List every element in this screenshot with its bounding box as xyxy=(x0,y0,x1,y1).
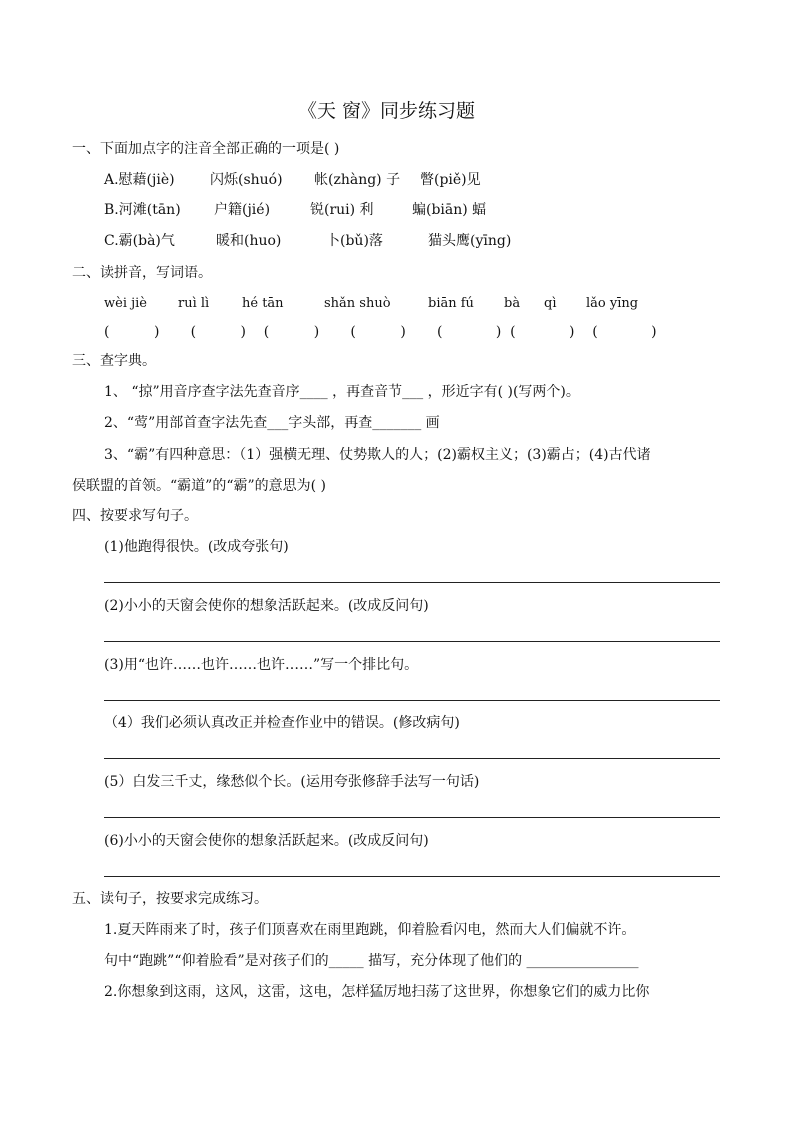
option-a-3: 帐(zhàng) 子 xyxy=(314,172,401,188)
option-b-4: 蝙(biān) 蝠 xyxy=(412,202,487,218)
section-4-heading: 四、按要求写句子。 xyxy=(72,508,198,524)
section-3-heading: 三、查字典。 xyxy=(72,353,156,369)
rewrite-item-5: (5）白发三千丈，缘愁似个长。(运用夸张修辞手法写一句话) xyxy=(104,774,480,790)
pinyin-7: qì xyxy=(544,296,557,311)
rewrite-item-3: (3)用“也许……也许……也许……”写一个排比句。 xyxy=(104,657,419,673)
answer-line-2 xyxy=(104,641,720,642)
answer-line-6 xyxy=(104,876,720,877)
section-1-heading: 一、下面加点字的注音全部正确的一项是( ) xyxy=(72,141,340,157)
pinyin-6: bà xyxy=(504,296,521,311)
pinyin-1: wèi jiè xyxy=(104,296,147,311)
dict-question-3-line-1: 3、“霸”有四种意思：（1）强横无理、仗势欺人的人；(2)霸权主义；(3)霸占；(4)古代诸 xyxy=(104,447,651,463)
reading-question-2: 2.你想象到这雨，这风，这雷，这电，怎样猛厉地扫荡了这世界，你想象它们的威力比你 xyxy=(104,984,650,1000)
answer-line-4 xyxy=(104,758,720,759)
option-c-3: 卜(bǔ)落 xyxy=(326,233,383,249)
rewrite-item-2: (2)小小的天窗会使你的想象活跃起来。(改成反问句) xyxy=(104,598,429,614)
dict-question-1: 1、 “掠”用音序查字法先查音序____ ，再查音节___ ，形近字有( )(写两个)。 xyxy=(104,384,580,400)
pinyin-2: ruì lì xyxy=(178,296,210,311)
option-c-4: 猫头鹰(yīng) xyxy=(428,233,512,249)
option-a-2: 闪烁(shuó) xyxy=(210,172,283,188)
page-title: 《天 窗》同步练习题 xyxy=(298,100,476,122)
rewrite-item-1: (1)他跑得很快。(改成夸张句) xyxy=(104,539,289,555)
option-c-1: C.霸(bà)气 xyxy=(104,233,175,249)
reading-question-1-sub: 句中“跑跳”“仰着脸看”是对孩子们的_____ 描写，充分体现了他们的 ________________ xyxy=(104,953,639,969)
answer-line-1 xyxy=(104,582,720,583)
pinyin-8: lǎo yīng xyxy=(586,296,639,311)
reading-question-1: 1.夏天阵雨来了时，孩子们顶喜欢在雨里跑跳，仰着脸看闪电，然而大人们偏就不许。 xyxy=(104,922,636,938)
option-b-3: 锐(rui) 利 xyxy=(310,202,374,218)
pinyin-3: hé tān xyxy=(242,296,284,311)
rewrite-item-4: （4）我们必须认真改正并检查作业中的错误。(修改病句) xyxy=(104,715,460,731)
option-a-4: 瞥(piě)见 xyxy=(420,172,481,188)
answer-line-3 xyxy=(104,700,720,701)
pinyin-4: shǎn shuò xyxy=(324,296,391,311)
answer-line-5 xyxy=(104,817,720,818)
option-b-1: B.河滩(tān) xyxy=(104,202,181,218)
pinyin-5: biān fú xyxy=(428,296,474,311)
option-b-2: 户籍(jié) xyxy=(214,202,271,218)
dict-question-3-line-2: 侯联盟的首领。“霸道”的“霸”的意思为( ) xyxy=(72,478,327,494)
option-c-2: 暖和(huo) xyxy=(216,233,282,249)
rewrite-item-6: (6)小小的天窗会使你的想象活跃起来。(改成反问句) xyxy=(104,833,429,849)
dict-question-2: 2、“莺”用部首查字法先查___字头部，再查_______ 画 xyxy=(104,415,440,431)
answer-brackets: ( ) ( ) ( ) ( ) ( ) ( ) ( ) xyxy=(104,324,657,340)
section-5-heading: 五、读句子，按要求完成练习。 xyxy=(72,891,268,907)
option-a-1: A.慰藉(jiè) xyxy=(104,172,175,188)
section-2-heading: 二、读拼音，写词语。 xyxy=(72,265,212,281)
